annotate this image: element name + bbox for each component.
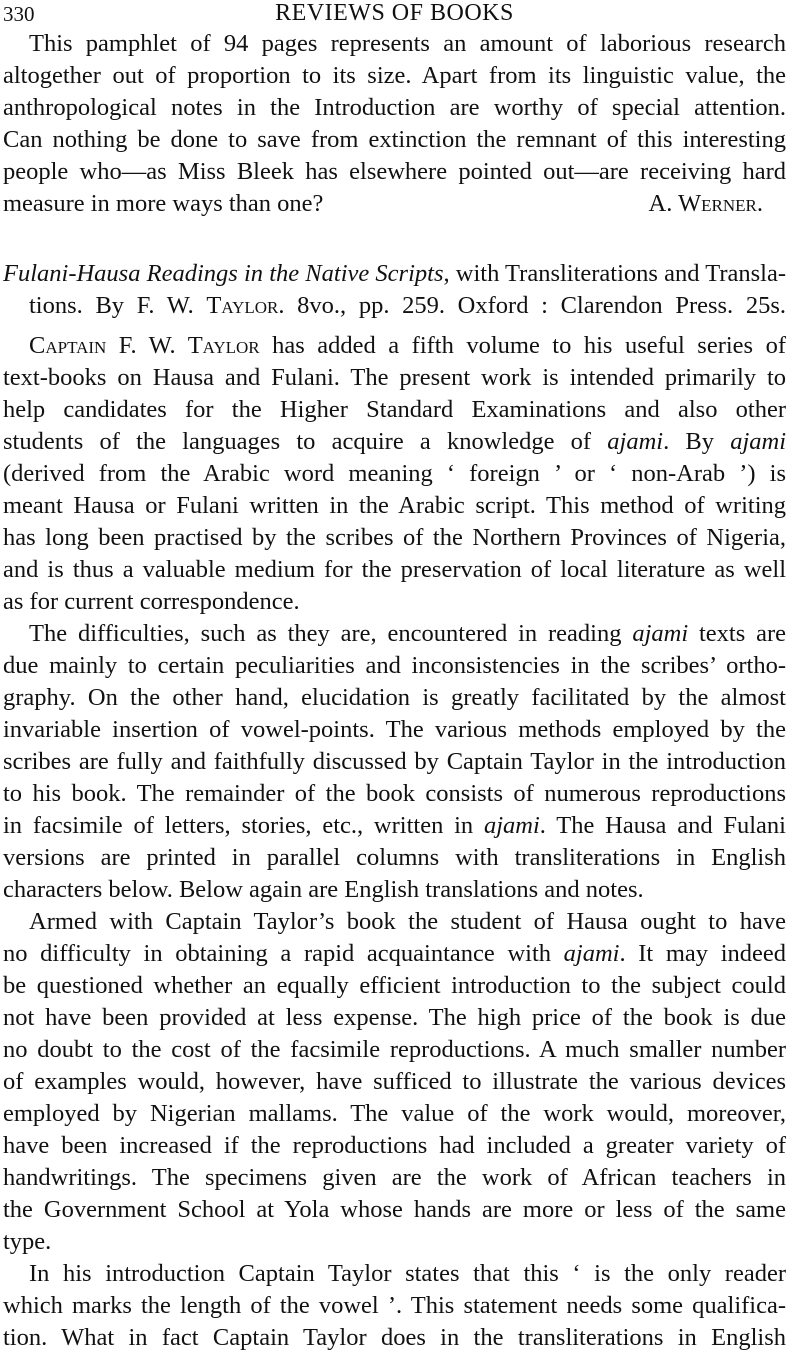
text-line: invariable insertion of vowel-points. The various methods employed by the xyxy=(3,716,786,743)
text-line: help candidates for the Higher Standard Examinations and also other xyxy=(3,396,786,423)
text-line: as for current correspondence. xyxy=(3,588,300,615)
text-line: have been increased if the reproductions had included a greater variety of xyxy=(3,1132,786,1159)
text-fragment: students of the languages to acquire a knowledge of xyxy=(3,428,608,455)
text-line: no doubt to the cost of the facsimile reproductions. A much smaller number xyxy=(3,1036,786,1063)
text-line: the Government School at Yola whose hands are more or less of the same xyxy=(3,1196,786,1223)
text-line: text-books on Hausa and Fulani. The present work is intended primarily to xyxy=(3,364,786,391)
italic-term: ajami xyxy=(483,812,540,839)
text-fragment: . The Hausa and Fulani xyxy=(539,812,786,839)
text-fragment: The difficulties, such as they are, encountered in reading xyxy=(29,620,633,647)
italic-term: ajami xyxy=(607,428,664,455)
italic-term: ajami xyxy=(563,940,620,967)
text-fragment: . By xyxy=(663,428,731,455)
page-number: 330 xyxy=(3,2,35,26)
text-fragment: in facsimile of letters, stories, etc., written in xyxy=(3,812,484,839)
previous-review-ending xyxy=(3,28,786,220)
text-line xyxy=(3,938,786,970)
book-author: Taylor. xyxy=(206,292,285,319)
review-heading xyxy=(3,258,786,322)
text-line: be questioned whether an equally efficient introduction to the subject could xyxy=(3,972,786,999)
review-paragraph-1 xyxy=(3,330,786,618)
text-line xyxy=(3,618,786,650)
text-fragment: , with Transliterations and Transla- xyxy=(443,260,786,287)
text-line: meant Hausa or Fulani written in the Arabic script. This method of writing xyxy=(3,492,786,519)
text-line: tion. What in fact Captain Taylor does in the transliterations in English xyxy=(3,1324,786,1351)
italic-term: ajami xyxy=(632,620,689,647)
reviewer-signature: A. Werner. xyxy=(648,190,763,217)
text-line: scribes are fully and faithfully discussed by Captain Taylor in the introduction xyxy=(3,748,786,775)
text-line: which marks the length of the vowel ’. This statement needs some qualifica- xyxy=(3,1292,786,1319)
text-fragment: measure in more ways than one? xyxy=(3,190,324,217)
text-line xyxy=(3,426,786,458)
text-line: versions are printed in parallel columns with transliterations in English xyxy=(3,844,786,871)
text-line: has long been practised by the scribes of the Northern Provinces of Nigeria, xyxy=(3,524,786,551)
text-line: not have been provided at less expense. The high price of the book is due xyxy=(3,1004,786,1031)
book-title: Fulani-Hausa Readings in the Native Scripts xyxy=(3,260,444,287)
lead-caps: Captain F. W. Taylor xyxy=(29,332,260,359)
book-publication-details: 8vo., pp. 259. Oxford : Clarendon Press. 25s. xyxy=(284,292,786,319)
document-page xyxy=(3,0,786,1354)
text-line: type. xyxy=(3,1228,52,1255)
text-fragment: texts are xyxy=(688,620,787,647)
text-line: This pamphlet of 94 pages represents an amount of laborious research xyxy=(29,30,786,57)
italic-term: ajami xyxy=(730,428,786,455)
review-paragraph-4 xyxy=(3,1258,786,1354)
text-line: to his book. The remainder of the book consists of numerous reproductions xyxy=(3,780,786,807)
running-header xyxy=(3,0,786,28)
text-line: people who—as Miss Bleek has elsewhere pointed out—are receiving hard xyxy=(3,158,786,185)
heading-line xyxy=(3,290,786,322)
text-line: (derived from the Arabic word meaning ‘ foreign ’ or ‘ non-Arab ’) is xyxy=(3,460,786,487)
section-gap xyxy=(3,220,786,258)
text-line: due mainly to certain peculiarities and inconsistencies in the scribes’ ortho- xyxy=(3,652,786,679)
text-line: and is thus a valuable medium for the preservation of local literature as well xyxy=(3,556,786,583)
text-line: handwritings. The specimens given are the work of African teachers in xyxy=(3,1164,786,1191)
text-line xyxy=(3,330,786,362)
text-line: Armed with Captain Taylor’s book the student of Hausa ought to have xyxy=(29,908,786,935)
text-line: altogether out of proportion to its size. Apart from its linguistic value, the xyxy=(3,62,786,89)
text-line-with-signature xyxy=(3,188,786,220)
text-line: anthropological notes in the Introduction are worthy of special attention. xyxy=(3,94,786,121)
text-line: Can nothing be done to save from extinction the remnant of this interesting xyxy=(3,126,786,153)
running-title: REVIEWS OF BOOKS xyxy=(275,0,514,26)
text-line: of examples would, however, have sufficed to illustrate the various devices xyxy=(3,1068,786,1095)
review-paragraph-2 xyxy=(3,618,786,906)
text-fragment: has added a fifth volume to his useful series of xyxy=(259,332,786,359)
review-paragraph-3 xyxy=(3,906,786,1258)
text-line: employed by Nigerian mallams. The value of the work would, moreover, xyxy=(3,1100,786,1127)
text-line: graphy. On the other hand, elucidation is greatly facilitated by the almost xyxy=(3,684,786,711)
heading-line xyxy=(3,258,786,290)
text-line: In his introduction Captain Taylor states that this ‘ is the only reader xyxy=(29,1260,786,1287)
text-fragment: tions. By F. W. xyxy=(29,292,207,319)
text-line: characters below. Below again are English translations and notes. xyxy=(3,876,644,903)
text-line xyxy=(3,810,786,842)
text-fragment: . It may indeed xyxy=(619,940,786,967)
text-fragment: no difficulty in obtaining a rapid acquaintance with xyxy=(3,940,564,967)
